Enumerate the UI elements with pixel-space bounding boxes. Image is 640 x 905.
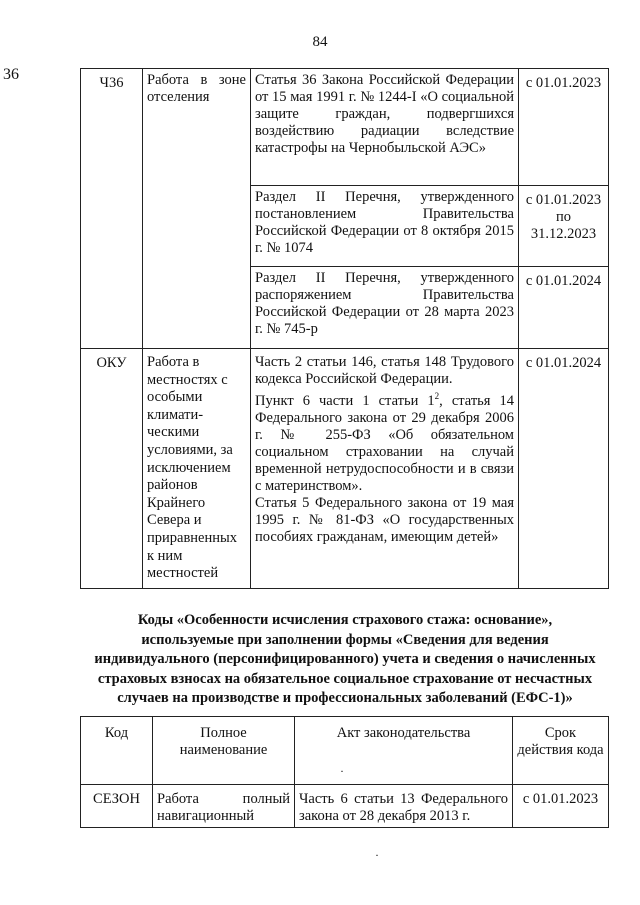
name-line: исключением <box>147 459 231 476</box>
act-cell <box>295 785 513 828</box>
act-cell <box>251 349 519 589</box>
name-line: условиями, за <box>147 441 233 458</box>
name-cell: Работа в зоне отселения <box>143 69 251 349</box>
validity-to: 31.12.2023 <box>530 226 597 242</box>
header-act: Акт законодательства <box>295 717 513 785</box>
name-line: к ним <box>147 547 183 564</box>
table-header-row <box>81 717 609 785</box>
validity-from: с 01.01.2023 <box>525 192 602 208</box>
section-title <box>75 611 615 709</box>
code-cell: ОКУ <box>81 349 143 589</box>
title-line: случаев на производстве и профессиональных заболеваний (ЕФС-1)» <box>117 690 573 706</box>
header-validity: Срок действия кода <box>513 717 609 785</box>
act-text: , статья 14 Федерального закона от 29 декабря 2006 г. № 255-ФЗ «Об обязательном социальном страховании на случай временной нетрудоспособности и в связи с материнством». <box>255 392 514 494</box>
name-line: Севера и <box>147 512 202 529</box>
name-line: ческими <box>147 424 200 441</box>
act-cell: Раздел II Перечня, утвержденного распоряжением Правительства Российской Федерации от 28 марта 2023 г. № 745-р <box>251 267 519 349</box>
act-paragraph <box>255 388 514 495</box>
act-paragraph: Часть 2 статьи 146, статья 148 Трудового кодекса Российской Федерации. <box>255 354 514 387</box>
validity-cell: с 01.01.2024 <box>519 267 609 349</box>
validity-cell: с 01.01.2024 <box>519 349 609 589</box>
act-text: Пункт 6 части 1 статьи 1 <box>255 392 435 409</box>
ses-codes-table <box>80 716 609 828</box>
act-line: закона от 28 декабря 2013 г. <box>299 808 471 824</box>
header-name: Полное наименование <box>153 717 295 785</box>
title-line: Коды «Особенности исчисления страхового стажа: основание», <box>137 612 553 628</box>
name-line: местностях с <box>147 371 228 388</box>
title-line: индивидуального (персонифицированного) учета и сведения о начисленных <box>94 651 596 667</box>
page-number: 84 <box>312 34 328 50</box>
code-cell: Ч36 <box>81 69 143 349</box>
superscript: 2 <box>434 391 440 401</box>
scan-speck: · <box>340 764 344 778</box>
title-line: страховых взносах на обязательное социальное страхование от несчастных <box>97 670 593 687</box>
name-line: районов <box>147 477 198 494</box>
validity-cell: с 01.01.2023 <box>513 785 609 828</box>
codes-table-continuation <box>80 68 609 589</box>
title-line: используемые при заполнении формы «Сведения для ведения <box>141 631 549 648</box>
act-cell: Статья 36 Закона Российской Федерации от 15 мая 1991 г. № 1244-I «О социальной защите граждан, подвергшихся воздействию радиации вследствие катастрофы на Чернобыльской АЭС» <box>251 69 519 186</box>
name-line: приравненных <box>147 529 238 546</box>
act-line: Часть 6 статьи 13 Федерального <box>299 791 508 807</box>
scan-speck: · <box>375 848 379 862</box>
table-row <box>81 69 609 186</box>
act-paragraph: Статья 5 Федерального закона от 19 мая 1995 г. № 81-ФЗ «О государственных пособиях гражданам, имеющим детей» <box>255 494 514 545</box>
validity-mid: по <box>555 209 571 225</box>
name-line: особыми <box>147 389 203 406</box>
margin-mark: 36 <box>3 66 19 83</box>
name-cell: Работа полный навигационный <box>153 785 295 828</box>
validity-cell <box>519 186 609 267</box>
name-line: Работа в <box>147 354 200 370</box>
name-cell <box>143 349 251 589</box>
act-cell: Раздел II Перечня, утвержденного постановлением Правительства Российской Федерации от 8 октября 2015 г. № 1074 <box>251 186 519 267</box>
name-line: Крайнего <box>147 494 206 511</box>
code-cell: СЕЗОН <box>81 785 153 828</box>
header-code: Код <box>81 717 153 785</box>
name-line: климати- <box>147 406 204 423</box>
table-row <box>81 785 609 828</box>
name-line: местностей <box>147 565 219 582</box>
validity-cell: с 01.01.2023 <box>519 69 609 186</box>
table-row <box>81 349 609 589</box>
